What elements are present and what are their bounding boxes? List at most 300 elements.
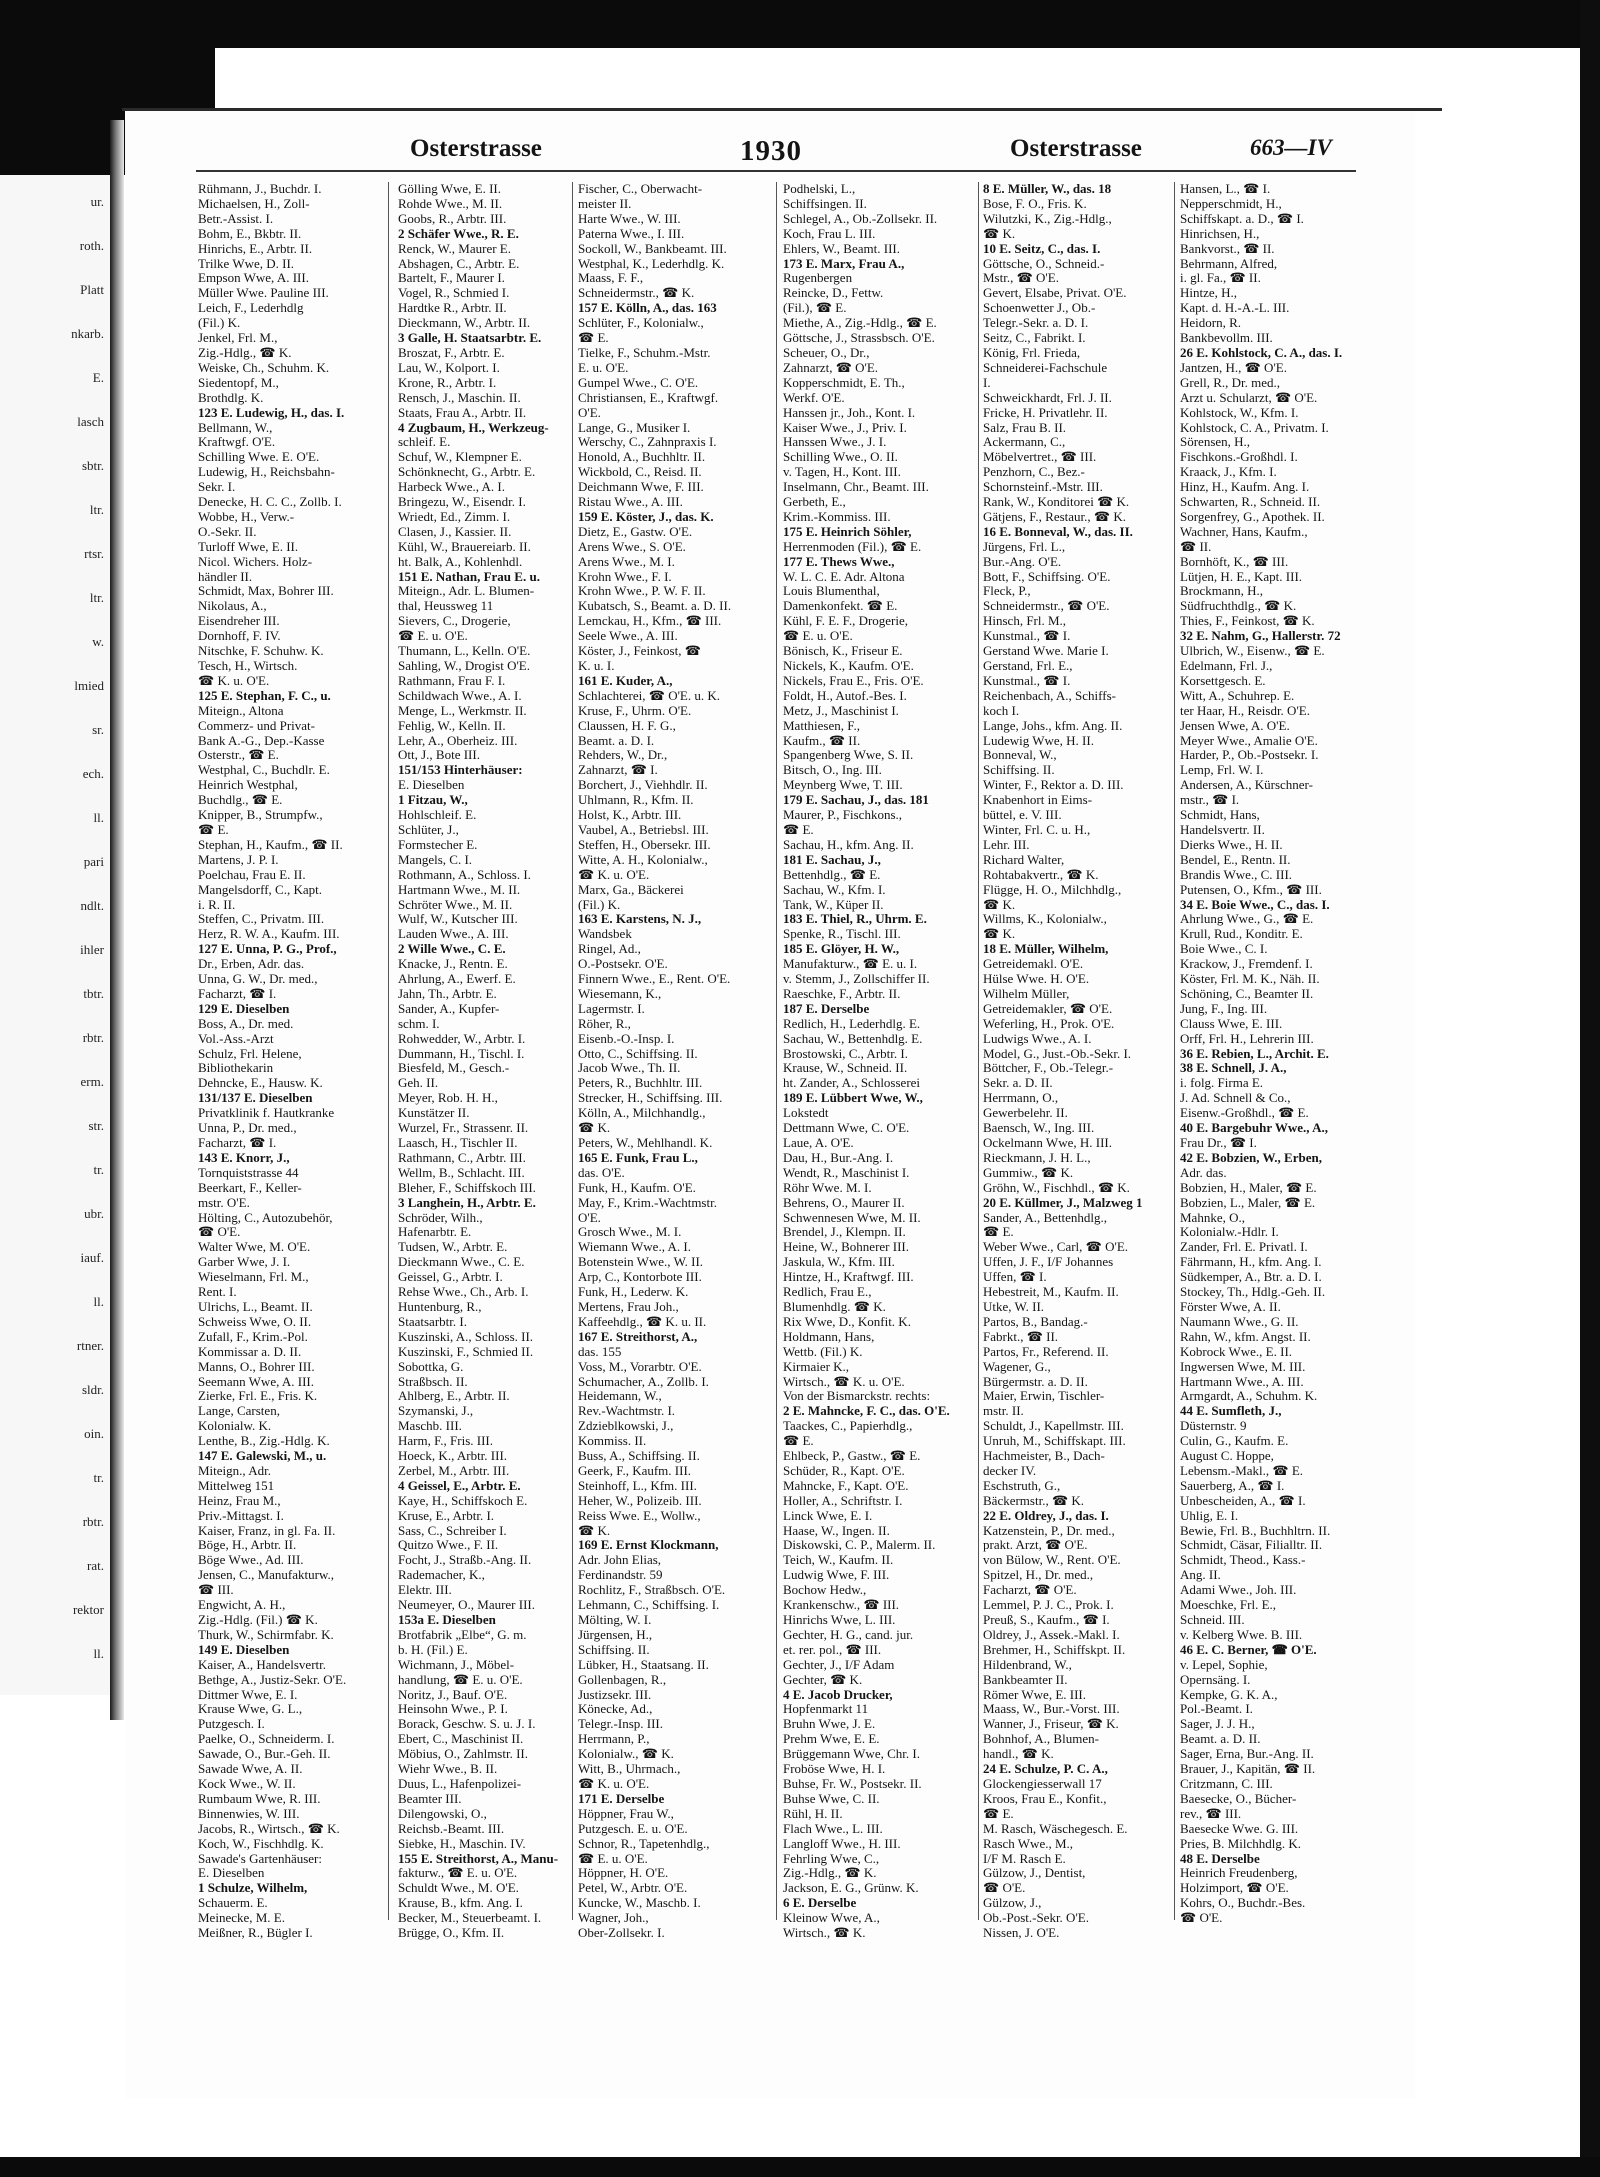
directory-entry: Trilke Wwe, D. II.: [198, 255, 295, 271]
facing-page-text: str.: [88, 1118, 104, 1133]
directory-entry: Schuf, W., Klempner E.: [398, 449, 522, 465]
directory-entry: Sawade's Gartenhäuser:: [198, 1850, 322, 1866]
directory-entry: Oldrey, J., Assek.-Makl. I.: [983, 1626, 1120, 1642]
directory-entry: 151 E. Nathan, Frau E. u.: [398, 568, 540, 584]
directory-entry: Dieckmann, W., Arbtr. II.: [398, 315, 531, 331]
directory-entry: ☎ E.: [578, 330, 609, 346]
directory-entry: Harm, F., Fris. III.: [398, 1433, 494, 1449]
directory-entry: Zierke, Frl. E., Fris. K.: [198, 1388, 318, 1404]
facing-page-text: w.: [92, 634, 104, 649]
directory-entry: Krause, B., kfm. Ang. I.: [398, 1895, 523, 1911]
directory-entry: Gollenbagen, R.,: [578, 1671, 667, 1687]
directory-entry: Ulrichs, L., Beamt. II.: [198, 1298, 313, 1314]
directory-entry: Knabenhort in Eims-: [983, 792, 1093, 808]
directory-entry: Zig.-Hdlg., ☎ K.: [198, 344, 292, 360]
directory-entry: Schweickhardt, Frl. J. II.: [983, 389, 1112, 405]
directory-entry: Schilling Wwe. E. O'E.: [198, 449, 320, 465]
directory-entry: Schornsteinf.-Mstr. III.: [983, 479, 1103, 495]
directory-entry: Brostowski, C., Arbtr. I.: [783, 1045, 908, 1061]
directory-entry: Kühl, F. E. F., Drogerie,: [783, 613, 909, 629]
directory-entry: Brüggemann Wwe, Chr. I.: [783, 1746, 920, 1762]
directory-entry: Herz, R. W. A., Kaufm. III.: [198, 926, 340, 942]
directory-entry: mstr., ☎ I.: [1180, 792, 1240, 808]
directory-entry: Schiffskapt. a. D., ☎ I.: [1180, 210, 1304, 226]
directory-entry: Vol.-Ass.-Arzt: [198, 1030, 274, 1046]
directory-entry: Grosch Wwe., M. I.: [578, 1224, 682, 1240]
directory-entry: Haase, W., Ingen. II.: [783, 1522, 890, 1538]
directory-entry: Andersen, A., Kürschner-: [1180, 777, 1313, 793]
directory-entry: Mittelweg 151: [198, 1477, 275, 1493]
directory-entry: Meyer Wwe., Amalie O'E.: [1180, 732, 1318, 748]
directory-entry: Katzenstein, P., Dr. med.,: [983, 1522, 1115, 1538]
directory-entry: O.-Postsekr. O'E.: [578, 956, 668, 972]
directory-entry: 8 E. Müller, W., das. 18: [983, 181, 1112, 196]
directory-entry: Christiansen, E., Kraftwgf.: [578, 389, 719, 405]
directory-entry: ☎ K. u. O'E.: [578, 1775, 650, 1791]
directory-entry: O.-Sekr. II.: [198, 523, 257, 539]
directory-entry: Sander, A., Kupfer-: [398, 1000, 500, 1016]
directory-entry: handl., ☎ K.: [983, 1746, 1054, 1762]
directory-entry: Ockelmann Wwe, H. III.: [983, 1135, 1112, 1150]
directory-entry: Mahncke, F., Kapt. O'E.: [783, 1477, 909, 1493]
directory-entry: Müller Wwe. Pauline III.: [198, 285, 329, 301]
directory-entry: Schnor, R., Tapetenhdlg.,: [578, 1835, 710, 1851]
directory-entry: Naumann Wwe., G. II.: [1180, 1313, 1299, 1329]
directory-entry: ☎ E. u. O'E.: [783, 628, 853, 644]
directory-entry: ☎ E.: [783, 821, 814, 837]
facing-page-text: ech.: [82, 766, 104, 781]
directory-entry: Schlachterei, ☎ O'E. u. K.: [578, 687, 720, 703]
directory-entry: 157 E. Kölln, A., das. 163: [578, 300, 717, 316]
directory-entry: Reincke, D., Fettw.: [783, 285, 884, 301]
directory-entry: 171 E. Derselbe: [578, 1790, 665, 1806]
directory-entry: Düsternstr. 9: [1180, 1418, 1247, 1434]
directory-entry: Willms, K., Kolonialw.,: [983, 911, 1107, 927]
directory-entry: Gerbeth, E.,: [783, 494, 846, 510]
directory-entry: Fährmann, H., kfm. Ang. I.: [1180, 1254, 1322, 1270]
directory-entry: Unna, G. W., Dr. med.,: [198, 971, 318, 987]
directory-entry: Gewerbelehr. II.: [983, 1105, 1068, 1121]
directory-entry: Botenstein Wwe., W. II.: [578, 1254, 704, 1270]
directory-entry: Baensch, W., Ing. III.: [983, 1120, 1095, 1136]
directory-entry: ☎ K.: [983, 896, 1016, 912]
directory-entry: Köster, Frl. M. K., Näh. II.: [1180, 971, 1320, 987]
facing-page-text: rektor: [72, 1602, 104, 1617]
directory-entry: Uhlig, E. I.: [1180, 1507, 1239, 1523]
directory-entry: Rix Wwe, D., Konfit. K.: [783, 1313, 911, 1329]
directory-entry: Kobrock Wwe., E. II.: [1180, 1343, 1293, 1359]
directory-entry: Deichmann Wwe, F. III.: [578, 479, 704, 495]
directory-entry: Brehmer, H., Schiffskpt. II.: [983, 1641, 1126, 1657]
facing-page-text: ll.: [93, 810, 104, 825]
facing-page-text: ndlt.: [80, 898, 104, 913]
directory-entry: Maschb. III.: [398, 1418, 462, 1434]
directory-entry: Staats, Frau A., Arbtr. II.: [398, 404, 527, 420]
directory-entry: Lebensm.-Makl., ☎ E.: [1180, 1462, 1304, 1478]
directory-entry: Buhse Wwe, C. II.: [783, 1790, 880, 1806]
directory-entry: Honold, A., Buchhltr. II.: [578, 449, 706, 465]
directory-entry: Leich, F., Lederhdlg: [198, 300, 304, 316]
directory-entry: Siedentopf, M.,: [198, 374, 279, 390]
directory-entry: Wirtsch., ☎ K.: [783, 1925, 866, 1941]
directory-entry: Kleinow Wwe, A.,: [783, 1910, 880, 1926]
directory-entry: 143 E. Knorr, J.,: [198, 1149, 290, 1165]
facing-page-text: Platt: [80, 282, 104, 297]
directory-entry: Höppner, H. O'E.: [578, 1865, 669, 1881]
directory-entry: Becker, M., Steuerbeamt. I.: [398, 1910, 542, 1926]
directory-entry: Seemann Wwe, A. III.: [198, 1373, 315, 1389]
directory-entry: Heidorn, R.: [1180, 315, 1242, 331]
directory-entry: ☎ O'E.: [1180, 1910, 1223, 1926]
directory-entry: Borchert, J., Viehhdlr. II.: [578, 777, 708, 793]
directory-entry: Rochlitz, F., Straßbsch. O'E.: [578, 1582, 726, 1598]
directory-entry: Bohnhof, A., Blumen-: [983, 1731, 1099, 1747]
directory-entry: Nissen, J. O'E.: [983, 1925, 1060, 1941]
directory-entry: Sager, Erna, Bur.-Ang. II.: [1180, 1746, 1314, 1762]
directory-entry: Betr.-Assist. I.: [198, 210, 274, 226]
directory-entry: ☎ E. u. O'E.: [578, 1850, 648, 1866]
directory-entry: Bonneval, W.,: [983, 747, 1057, 763]
directory-entry: Metz, J., Maschinist I.: [783, 702, 899, 718]
directory-entry: Gechter, H. G., cand. jur.: [783, 1626, 914, 1642]
directory-entry: Spangenberg Wwe, S. II.: [783, 747, 914, 763]
directory-entry: Gerstand, Frl. E.,: [983, 658, 1073, 673]
directory-entry: Manufakturw., ☎ E. u. I.: [783, 956, 918, 972]
directory-entry: Tornquiststrasse 44: [198, 1164, 299, 1180]
directory-entry: Schmidt, Hans,: [1180, 807, 1260, 823]
directory-entry: Bohm, E., Bkbtr. II.: [198, 225, 302, 241]
directory-entry: Krause Wwe, G. L.,: [198, 1701, 303, 1717]
directory-entry: Krause, W., Schneid. II.: [783, 1060, 908, 1076]
directory-entry: Maier, Erwin, Tischler-: [983, 1388, 1105, 1404]
directory-entry: Sauerberg, A., ☎ I.: [1180, 1477, 1285, 1493]
directory-entry: Jacobs, R., Wirtsch., ☎ K.: [198, 1820, 340, 1836]
directory-entry: Schmidt, Max, Bohrer III.: [198, 583, 334, 599]
directory-entry: Podhelski, L.,: [783, 181, 856, 196]
directory-entry: Bankbeamter II.: [983, 1671, 1068, 1687]
directory-entry: Dummann, H., Tischl. I.: [398, 1045, 525, 1061]
directory-entry: Ott, J., Bote III.: [398, 747, 480, 763]
directory-entry: Turloff Wwe, E. II.: [198, 538, 299, 554]
directory-entry: Brügge, O., Kfm. II.: [398, 1925, 505, 1941]
directory-entry: Boie Wwe., C. I.: [1180, 941, 1268, 957]
directory-entry: Hildenbrand, W.,: [983, 1656, 1072, 1672]
directory-entry: Clasen, J., Kassier. II.: [398, 523, 512, 539]
directory-entry: Ulbrich, W., Eisenw., ☎ E.: [1180, 643, 1325, 659]
directory-entry: Kroos, Frau E., Konfit.,: [983, 1790, 1107, 1806]
directory-entry: Bose, F. O., Fris. K.: [983, 195, 1087, 211]
directory-entry: Dau, H., Bur.-Ang. I.: [783, 1149, 894, 1165]
directory-entry: Partos, B., Bandag.-: [983, 1313, 1088, 1329]
directory-entry: Sander, A., Bettenhdlg.,: [983, 1209, 1108, 1225]
directory-entry: Witt, A., Schuhrep. E.: [1180, 687, 1295, 703]
directory-entry: Bott, F., Schiffsing. O'E.: [983, 568, 1111, 584]
directory-entry: 38 E. Schnell, J. A.,: [1180, 1060, 1287, 1076]
directory-entry: M. Rasch, Wäschegesch. E.: [983, 1820, 1128, 1836]
facing-page-text: lasch: [77, 414, 104, 429]
facing-page-text: tr.: [93, 1162, 104, 1177]
directory-entry: Finnern Wwe., E., Rent. O'E.: [578, 971, 731, 987]
directory-entry: Hoeck, K., Arbtr. III.: [398, 1448, 508, 1464]
directory-entry: K. u. I.: [578, 658, 615, 673]
directory-entry: das. 155: [578, 1343, 622, 1359]
directory-entry: Lübker, H., Staatsang. II.: [578, 1656, 709, 1672]
directory-entry: Bruhn Wwe, J. E.: [783, 1716, 876, 1732]
directory-entry: Bankvorst., ☎ II.: [1180, 240, 1275, 256]
directory-entry: Hinsch, Frl. M.,: [983, 613, 1067, 629]
directory-entry: Nickels, K., Kaufm. O'E.: [783, 658, 914, 673]
directory-entry: Hopfenmarkt 11: [783, 1701, 869, 1717]
directory-entry: Salz, Frau B. II.: [983, 419, 1067, 435]
directory-entry: Ehlers, W., Beamt. III.: [783, 240, 900, 256]
directory-entry: 161 E. Kuder, A.,: [578, 672, 673, 688]
facing-page-text: tr.: [93, 1470, 104, 1485]
directory-entry: 151/153 Hinterhäuser:: [398, 762, 523, 778]
directory-entry: Lemp, Frl. W. I.: [1180, 762, 1264, 778]
directory-entry: Rank, W., Konditorei ☎ K.: [983, 494, 1130, 510]
facing-page-text: roth.: [79, 238, 104, 253]
directory-entry: Korsettgesch. E.: [1180, 672, 1266, 688]
directory-entry: Gülzow, J.,: [983, 1895, 1042, 1911]
directory-entry: ☎ K.: [983, 225, 1016, 241]
directory-entry: Noritz, J., Bauf. O'E.: [398, 1686, 508, 1702]
directory-entry: Ferdinandstr. 59: [578, 1567, 663, 1583]
directory-entry: Zerbel, M., Arbtr. III.: [398, 1462, 510, 1478]
directory-entry: Justizsekr. III.: [578, 1686, 652, 1702]
directory-entry: Mstr., ☎ O'E.: [983, 270, 1059, 286]
directory-entry: Reiss Wwe. E., Wollw.,: [578, 1507, 701, 1523]
directory-entry: 177 E. Thews Wwe.,: [783, 553, 895, 569]
directory-entry: 2 Wille Wwe., C. E.: [398, 941, 506, 957]
directory-entry: 34 E. Boie Wwe., C., das. I.: [1180, 896, 1330, 912]
directory-entry: Stephan, H., Kaufm., ☎ II.: [198, 836, 343, 852]
directory-entry: Gölling Wwe, E. II.: [398, 181, 502, 196]
directory-entry: Wiemann Wwe., A. I.: [578, 1239, 691, 1255]
directory-entry: Steffen, C., Privatm. III.: [198, 911, 325, 927]
directory-entry: Lehr. III.: [983, 836, 1030, 852]
directory-entry: Möbius, O., Zahlmstr. II.: [398, 1746, 528, 1762]
directory-entry: Werschy, C., Zahnpraxis I.: [578, 434, 717, 450]
directory-entry: Lehmann, C., Schiffsing. I.: [578, 1597, 720, 1613]
directory-entry: Bendel, E., Rentn. II.: [1180, 851, 1291, 867]
facing-page-text: ubr.: [84, 1206, 104, 1221]
directory-entry: Holzimport, ☎ O'E.: [1180, 1880, 1289, 1896]
directory-entry: Meinecke, M. E.: [198, 1910, 286, 1926]
directory-entry: Schweiss Wwe, O. II.: [198, 1313, 312, 1329]
directory-entry: 24 E. Schulze, P. C. A.,: [983, 1761, 1108, 1777]
directory-entry: Bur.-Ang. O'E.: [983, 553, 1062, 569]
directory-entry: Harte Wwe., W. III.: [578, 210, 681, 226]
directory-entry: Bettenhdlg., ☎ E.: [783, 866, 881, 882]
directory-entry: Vogel, R., Schmied I.: [398, 285, 510, 301]
facing-page-text: lmied: [74, 678, 104, 693]
directory-entry: Mertens, Frau Joh.,: [578, 1298, 679, 1314]
directory-entry: decker IV.: [983, 1462, 1037, 1478]
directory-entry: Bönisch, K., Friseur E.: [783, 643, 903, 659]
directory-entry: Osterstr., ☎ E.: [198, 747, 279, 763]
directory-entry: 22 E. Oldrey, J., das. I.: [983, 1507, 1109, 1523]
directory-column-6: [1180, 181, 1358, 1926]
directory-entry: Langloff Wwe., H. III.: [783, 1835, 901, 1851]
directory-entry: Sawade, O., Bur.-Geh. II.: [198, 1746, 331, 1762]
directory-entry: i. gl. Fa., ☎ II.: [1180, 270, 1261, 286]
directory-entry: 123 E. Ludewig, H., das. I.: [198, 404, 345, 420]
directory-entry: Tank, W., Küper II.: [783, 896, 884, 912]
directory-entry: Diskowski, C. P., Malerm. II.: [783, 1537, 936, 1553]
directory-entry: Hohlschleif. E.: [398, 807, 477, 823]
directory-entry: Edelmann, Frl. J.,: [1180, 658, 1273, 673]
directory-entry: Göttsche, O., Schneid.-: [983, 255, 1105, 271]
directory-entry: Eisendreher III.: [198, 613, 280, 629]
directory-entry: Lemckau, H., Kfm., ☎ III.: [578, 613, 722, 629]
directory-entry: E. Dieselben: [198, 1865, 265, 1881]
directory-entry: Wieselmann, Frl. M.,: [198, 1269, 309, 1285]
directory-entry: Sorgenfrey, G., Apothek. II.: [1180, 508, 1325, 524]
directory-entry: ☎ E. u. O'E.: [398, 628, 468, 644]
directory-entry: Kock Wwe., W. II.: [198, 1775, 296, 1791]
directory-entry: I/F M. Rasch E.: [983, 1850, 1066, 1866]
directory-entry: Geissel, G., Arbtr. I.: [398, 1269, 503, 1285]
directory-entry: Kraftwgf. O'E.: [198, 434, 276, 450]
directory-entry: Zufall, F., Krim.-Pol.: [198, 1328, 308, 1344]
directory-entry: Fehlig, W., Kelln. II.: [398, 717, 506, 733]
directory-entry: Buchdlg., ☎ E.: [198, 792, 283, 808]
directory-entry: Lemmel, P. J. C., Prok. I.: [983, 1597, 1114, 1613]
directory-entry: Beamt. a. D. II.: [1180, 1731, 1261, 1747]
directory-entry: 159 E. Köster, J., das. K.: [578, 508, 714, 524]
directory-entry: Koch, W., Fischhdlg. K.: [198, 1835, 324, 1851]
directory-entry: Lehr, A., Oberheiz. III.: [398, 732, 518, 748]
directory-entry: Heinz, Frau M.,: [198, 1492, 281, 1508]
directory-entry: Hinrichs, E., Arbtr. II.: [198, 240, 313, 256]
directory-entry: Buss, A., Schiffsing. II.: [578, 1448, 700, 1464]
directory-entry: Kaye, H., Schiffskoch E.: [398, 1492, 528, 1508]
directory-entry: Weferling, H., Prok. O'E.: [983, 1015, 1115, 1031]
directory-entry: Rehse Wwe., Ch., Arb. I.: [398, 1284, 529, 1300]
directory-entry: 129 E. Dieselben: [198, 1000, 290, 1016]
directory-entry: Nepperschmidt, H.,: [1180, 195, 1282, 211]
directory-entry: Preuß, S., Kaufm., ☎ I.: [983, 1612, 1110, 1627]
directory-entry: Brauer, J., Kapitän, ☎ II.: [1180, 1761, 1316, 1777]
directory-entry: Kuszinski, F., Schmied II.: [398, 1343, 534, 1359]
directory-entry: Gätjens, F., Restaur., ☎ K.: [983, 508, 1126, 524]
directory-entry: Schmidt, Cäsar, Filialltr. II.: [1180, 1537, 1323, 1553]
directory-entry: Bellmann, W.,: [198, 419, 273, 435]
facing-page-text: sr.: [92, 722, 104, 737]
directory-entry: Garber Wwe, J. I.: [198, 1254, 291, 1270]
directory-entry: Dettmann Wwe, C. O'E.: [783, 1120, 910, 1136]
directory-entry: Kunstmal., ☎ I.: [983, 672, 1071, 688]
facing-page-text: rtsr.: [84, 546, 104, 561]
directory-entry: Jenkel, Frl. M.,: [198, 330, 278, 346]
directory-entry: Ludewig Wwe, H. II.: [983, 732, 1094, 748]
directory-entry: Bethge, A., Justiz-Sekr. O'E.: [198, 1671, 347, 1687]
directory-entry: ☎ K.: [578, 1120, 611, 1136]
directory-entry: Zig.-Hdlg., ☎ K.: [783, 1865, 877, 1881]
directory-entry: Hachmeister, B., Dach-: [983, 1448, 1105, 1464]
directory-entry: Hinrichs Wwe, L. III.: [783, 1612, 896, 1627]
directory-entry: Rasch Wwe., M.,: [983, 1835, 1074, 1851]
directory-entry: Herrmann, O.,: [983, 1090, 1059, 1106]
directory-entry: Matthiesen, F.,: [783, 717, 860, 733]
directory-entry: Unna, P., Dr. med.,: [198, 1120, 297, 1136]
directory-entry: Laue, A. O'E.: [783, 1135, 854, 1150]
directory-entry: Ringel, Ad.,: [578, 941, 641, 957]
directory-entry: mstr. II.: [983, 1403, 1024, 1419]
directory-entry: Bäckermstr., ☎ K.: [983, 1492, 1085, 1508]
directory-entry: Röher, R.,: [578, 1015, 631, 1031]
directory-entry: Armgardt, A., Schuhm. K.: [1180, 1388, 1318, 1404]
directory-entry: Richard Walter,: [983, 851, 1065, 867]
directory-entry: Hinz, H., Kaufm. Ang. I.: [1180, 479, 1310, 495]
directory-entry: Wirtsch., ☎ K. u. O'E.: [783, 1373, 905, 1389]
directory-entry: ☎ K. u. O'E.: [578, 866, 650, 882]
directory-entry: Rohwedder, W., Arbtr. I.: [398, 1030, 526, 1046]
directory-entry: Spitzel, H., Dr. med.,: [983, 1567, 1094, 1583]
directory-entry: Jürgens, Frl. L.,: [983, 538, 1066, 554]
directory-entry: büttel, e. V. III.: [983, 807, 1062, 823]
directory-entry: Hülse Wwe. H. O'E.: [983, 971, 1090, 987]
directory-entry: Rühmann, J., Buchdr. I.: [198, 181, 322, 196]
directory-entry: 46 E. C. Berner, ☎ O'E.: [1180, 1641, 1317, 1657]
directory-entry: Kuszinski, A., Schloss. II.: [398, 1328, 534, 1344]
directory-entry: Flügge, H. O., Milchhdlg.,: [983, 881, 1122, 897]
directory-entry: Beamt. a. D. I.: [578, 732, 655, 748]
directory-entry: Telegr.-Insp. III.: [578, 1716, 664, 1732]
directory-entry: Herrenmoden (Fil.), ☎ E.: [783, 538, 922, 554]
directory-entry: Arp, C., Kontorbote III.: [578, 1269, 702, 1285]
directory-entry: v. Lepel, Sophie,: [1180, 1656, 1268, 1672]
directory-entry: Grell, R., Dr. med.,: [1180, 374, 1281, 390]
directory-entry: Knacke, J., Rentn. E.: [398, 956, 508, 972]
directory-entry: ☎ E.: [983, 1224, 1014, 1240]
directory-entry: Meißner, R., Bügler I.: [198, 1925, 313, 1941]
directory-entry: Nikolaus, A.,: [198, 598, 267, 614]
directory-entry: Hartmann Wwe., A. III.: [1180, 1373, 1304, 1389]
directory-entry: Sahling, W., Drogist O'E.: [398, 658, 530, 673]
directory-entry: 6 E. Derselbe: [783, 1895, 857, 1911]
directory-entry: Martens, J. P. I.: [198, 851, 279, 867]
directory-entry: Gechter, J., I/F Adam: [783, 1656, 895, 1672]
directory-entry: Bewie, Frl. B., Buchhltrn. II.: [1180, 1522, 1331, 1538]
directory-entry: Weber Wwe., Carl, ☎ O'E.: [983, 1239, 1129, 1255]
directory-entry: Rensch, J., Maschin. II.: [398, 389, 521, 405]
directory-entry: Maass, F. F.,: [578, 270, 644, 286]
directory-entry: Binnenwies, W. III.: [198, 1805, 300, 1821]
directory-entry: Hardtke R., Arbtr. II.: [398, 300, 507, 316]
directory-entry: Ahrlung, A., Ewerf. E.: [398, 971, 516, 987]
directory-entry: Behrmann, Alfred,: [1180, 255, 1278, 271]
directory-entry: Elektr. III.: [398, 1582, 452, 1598]
directory-entry: Tesch, H., Wirtsch.: [198, 658, 298, 673]
directory-entry: 4 Zugbaum, H., Werkzeug-: [398, 419, 549, 435]
directory-entry: Sekr. a. D. II.: [983, 1075, 1053, 1091]
facing-page-text: rbtr.: [82, 1030, 104, 1045]
directory-entry: Raeschke, F., Arbtr. II.: [783, 985, 901, 1001]
directory-entry: Möbelvertret., ☎ III.: [983, 449, 1097, 465]
directory-entry: Sachau, H., kfm. Ang. II.: [783, 836, 914, 852]
directory-entry: Ludwig Wwe, F. III.: [783, 1567, 890, 1583]
directory-entry: 149 E. Dieselben: [198, 1641, 290, 1657]
directory-entry: Ober-Zollsekr. I.: [578, 1925, 665, 1941]
directory-entry: 10 E. Seitz, C., das. I.: [983, 240, 1101, 256]
directory-entry: Jensen, C., Manufakturw.,: [198, 1567, 334, 1583]
directory-entry: Maurer, P., Fischkons.,: [783, 807, 903, 823]
directory-entry: Rev.-Wachtmstr. I.: [578, 1403, 676, 1419]
directory-entry: Sörensen, H.,: [1180, 434, 1251, 450]
directory-entry: Petel, W., Arbtr. O'E.: [578, 1880, 688, 1896]
directory-entry: Eisenb.-O.-Insp. I.: [578, 1030, 675, 1046]
